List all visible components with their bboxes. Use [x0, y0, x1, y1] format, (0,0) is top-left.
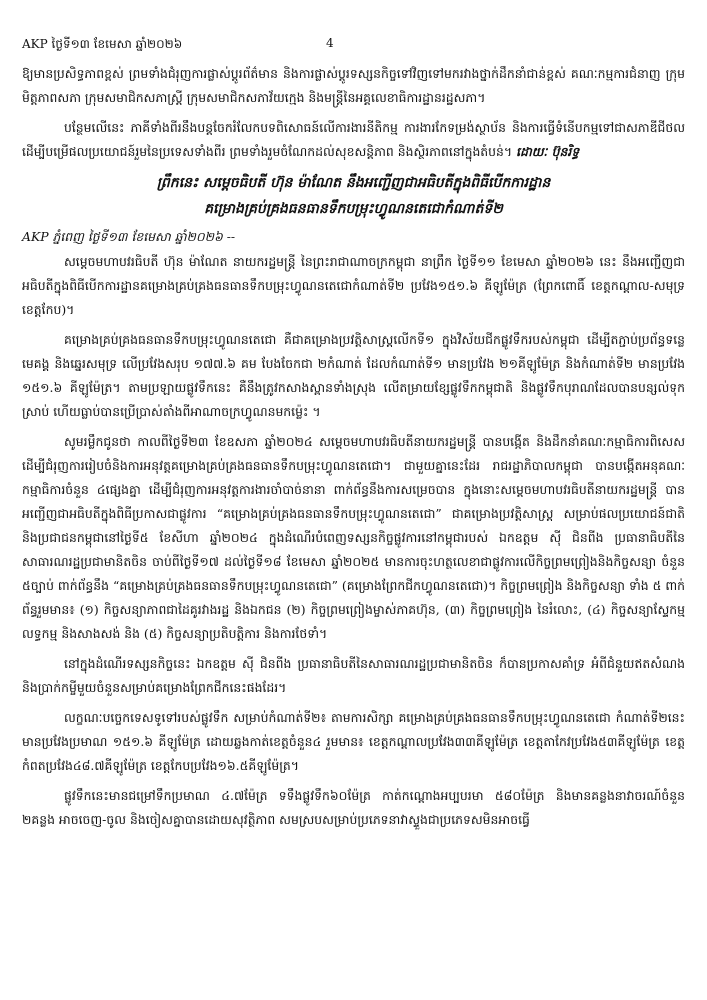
article-paragraph: សូមរម្លឹកជូនថា កាលពីថ្ងៃទី២៣ ខែឧសភា ឆ្នាំ២០២៤ សម្តេចមហាបវរធិបតីនាយករដ្ឋមន្ត្រី បានបង្កើត និងដឹកនាំគណៈកម្មាធិការពិសេសដើម្បីជំរុញការរៀបចំនិងការអនុវត្តគម្រោងគ្រប់គ្រងធនធានទឹកបម្រុះហ្វូណនតេជោ។ ជាមួយគ្នានេះដែរ រាជរដ្ឋាភិបាលកម្ពុជា បានបង្កើតអនុគណៈកម្មាធិការចំនួន ៤ផ្សេងគ្នា ដើម្បីជំរុញការអនុវត្តការងារចាំបាច់នានា ពាក់ព័ន្ធនឹងការសម្រេចបាន ក្នុងនោះសម្តេចមហាបវរធិបតីនាយករដ្ឋមន្ត្រី បានអញ្ជើញជាអធិបតីក្នុងពិធីប្រកាសជាផ្លូវការ “គម្រោងគ្រប់គ្រងធនធានទឹកបម្រុះហ្វូណនតេជោ” ជាគម្រោងប្រវត្តិសាស្ត្រ សម្រាប់ផលប្រយោជន៍ជាតិ និងប្រជាជនកម្ពុជានៅថ្ងៃទី៥ ខែសីហា ឆ្នាំ២០២៤ ក្នុងដំណើរបំពេញទស្សនកិច្ចផ្លូវការនៅកម្ពុជារបស់ ឯកឧត្តម ស៊ី ជិនពីង ប្រធានាធិបតីនៃសាធារណរដ្ឋប្រជាមានិតចិន ចាប់ពីថ្ងៃទី១៧ ដល់ថ្ងៃទី១៨ ខែមេសា ឆ្នាំ២០២៥ មានការចុះហត្ថលេខាជាផ្លូវការលើកិច្ចព្រមព្រៀងនិងកិច្ចសន្យា ចំនួន ៥ច្បាប់ ពាក់ព័ន្ធនឹង “គម្រោងគ្រប់គ្រងធនធានទឹកបម្រុះហ្វូណនតេជោ” (គម្រោងព្រែកជីកហ្វូណនតេជោ)។ កិច្ចព្រមព្រៀង និងកិច្ចសន្យា ទាំង ៥ ពាក់ព័ន្ធរួមមាន៖ (១) កិច្ចសន្យាភាពជាដៃគូរវាងរដ្ឋ និងឯកជន (២) កិច្ចព្រមព្រៀងម្ចាស់ភាគហ៊ុន, (៣) កិច្ចព្រមព្រៀង នៃរំលោះ, (៤) កិច្ចសន្យាស្ទែកម្ម លទ្ធកម្ម និងសាងសង់ និង (៥) កិច្ចសន្យាប្រតិបត្តិការ និងការថែទាំ។: [22, 434, 685, 641]
previous-article-continuation: ឱ្យមានប្រសិទ្ធភាពខ្ពស់ ព្រមទាំងជំរុញការផ្លាស់ប្តូរព័ត៌មាន និងការផ្លាស់ប្តូរទស្សនកិច្ចទៅវិញទៅមករវាងថ្នាក់ដឹកនាំជាន់ខ្ពស់ គណៈកម្មការជំនាញ ក្រុមមិត្តភាពសភា ក្រុមសមាជិកសភាស្ត្រី ក្រុមសមាជិកសភាវ័យក្មេង និងមន្ត្រីនៃអគ្គលេខាធិការដ្ឋានរដ្ឋសភា។: [22, 66, 685, 105]
headline-line-2: គម្រោងគ្រប់គ្រងធនធានទឹកបម្រុះហ្វូណនតេជោកំណាត់ទី២: [204, 201, 503, 217]
article-paragraph: នៅក្នុងដំណើរទស្សនកិច្ចនេះ ឯកឧត្តម ស៊ី ជិនពីង ប្រធានាធិបតីនៃសាធារណរដ្ឋប្រជាមានិតចិន ក៏បានប្រកាសគាំទ្រ អំពីជំនួយឥតសំណង និងប្រាក់កម្ចីមួយចំនួនសម្រាប់គម្រោងព្រែកជីកនេះផងដែរ។: [22, 656, 685, 695]
previous-article-text: បន្ថែមលើនេះ ភាគីទាំងពីរនឹងបន្តចែករំលែកបទពិសោធន៍លើការងារនីតិកម្ម ការងារកែទម្រង់ស្ថាប័ន និងការធ្វើទំនើបកម្មទៅជាសភាឌីជីថល ដើម្បីបម្រើផលប្រយោជន៍រួមនៃប្រទេសទាំងពីរ ព្រមទាំងរួមចំណែកដល់សុខសន្តិភាព និងស្ថិរភាពនៅក្នុងតំបន់។: [22, 120, 685, 159]
article-headline: [22, 170, 685, 222]
page-number: 4: [326, 36, 334, 50]
article-paragraph: គម្រោងគ្រប់គ្រងធនធានទឹកបម្រុះហ្វូណនតេជោ គឺជាគម្រោងប្រវត្តិសាស្ត្រលើកទី១ ក្នុងវិស័យជីកផ្លូវទឹករបស់កម្ពុជា ដើម្បីតភ្ជាប់ប្រព័ន្ធទន្លេមេគង្គ និងឆ្នេរសមុទ្រ លើប្រវែងសរុប ១៧៧.៦ គម បែងចែកជា ២កំណាត់ ដែលកំណាត់ទី១ មានប្រវែង ២១គីឡូម៉ែត្រ និងកំណាត់ទី២ មានប្រវែង ១៥១.៦ គីឡូម៉ែត្រ។ តាមប្រឡាយផ្លូវទឹកនេះ គឺនឹងត្រូវកសាងស្ពានទាំងស្រុង លើតម្រាយខ្សែផ្លូវទឹកកម្ពុជាតិ និងផ្លូវទឹកបុរាណដែលបានបន្សល់ទុកស្រាប់ ហើយធ្លាប់បានប្រើប្រាស់តាំងពីអាណាចក្រហ្វូណនមកម្ល៉េះ ។: [22, 332, 685, 419]
byline: ដោយៈ ប៊ុនរិទ្ធ: [516, 144, 580, 159]
document-body: [22, 62, 685, 838]
article-paragraph: លក្ខណៈបច្ចេកទេសទូទៅរបស់ផ្លូវទឹក សម្រាប់កំណាត់ទី២៖ តាមការសិក្សា គម្រោងគ្រប់គ្រងធនធានទឹកបម្រុះហ្វូណនតេជោ កំណាត់ទី២នេះ មានប្រវែងប្រមាណ ១៥១.៦ គីឡូម៉ែត្រ ដោយឆ្លងកាត់ខេត្តចំនួន៤ រួមមាន៖ ខេត្តកណ្តាលប្រវែង៣៣គីឡូម៉ែត្រ ខេត្តតាកែវប្រវែង៥៣គីឡូម៉ែត្រ ខេត្តកំពតប្រវែង៤៨.៧គីឡូម៉ែត្រ ខេត្តកែបប្រវែង១៦.៥គីឡូម៉ែត្រ។: [22, 710, 685, 773]
headline-line-1: ព្រឹកនេះ សម្តេចធិបតី ហ៊ុន ម៉ាណែត នឹងអញ្ជើញជាអធិបតីក្នុងពិធីបើកការដ្ឋាន: [156, 175, 551, 191]
previous-article-paragraph: [22, 116, 685, 164]
article-paragraph: ផ្លូវទឹកនេះមានជម្រៅទឹកប្រមាណ ៤.៧ម៉ែត្រ ទទឹងផ្លូវទឹក៦០ម៉ែត្រ កាត់កណ្តោងអប្បបរមា ៥៨០ម៉ែត្រ និងមានគន្លងនាវាចរណ៍ចំនួន ២គន្លង អាចចេញ-ចូល និងចៀសគ្នាបានដោយសុវត្ថិភាព សមស្របសម្រាប់ប្រភេទនាវាស្ទួងជាប្រភេទសមិនអាចធ្វើ: [22, 788, 685, 827]
page-header: [22, 36, 685, 56]
article-paragraph: សម្តេចមហាបវរធិបតី ហ៊ុន ម៉ាណែត នាយករដ្ឋមន្ត្រី នៃព្រះរាជាណាចក្រកម្ពុជា នាព្រឹក ថ្ងៃទី១១ ខែមេសា ឆ្នាំ២០២៦ នេះ នឹងអញ្ជើញជាអធិបតីក្នុងពិធីបើកការដ្ឋានគម្រោងគ្រប់គ្រងធនធានទឹកបម្រុះហ្វូណនតេជោកំណាត់ទី២ ប្រវែង១៥១.៦ គីឡូម៉ែត្រ (ព្រែកពោធិ៍ ខេត្តកណ្តាល-សមុទ្រ ខេត្តកែប)។: [22, 254, 685, 317]
article-dateline: AKP ភ្នំពេញ ថ្ងៃទី១៣ ខែមេសា ឆ្នាំ២០២៦ --: [22, 229, 236, 244]
header-agency-date: AKP ថ្ងៃទី១៣ ខែមេសា ឆ្នាំ២០២៦: [22, 37, 183, 51]
